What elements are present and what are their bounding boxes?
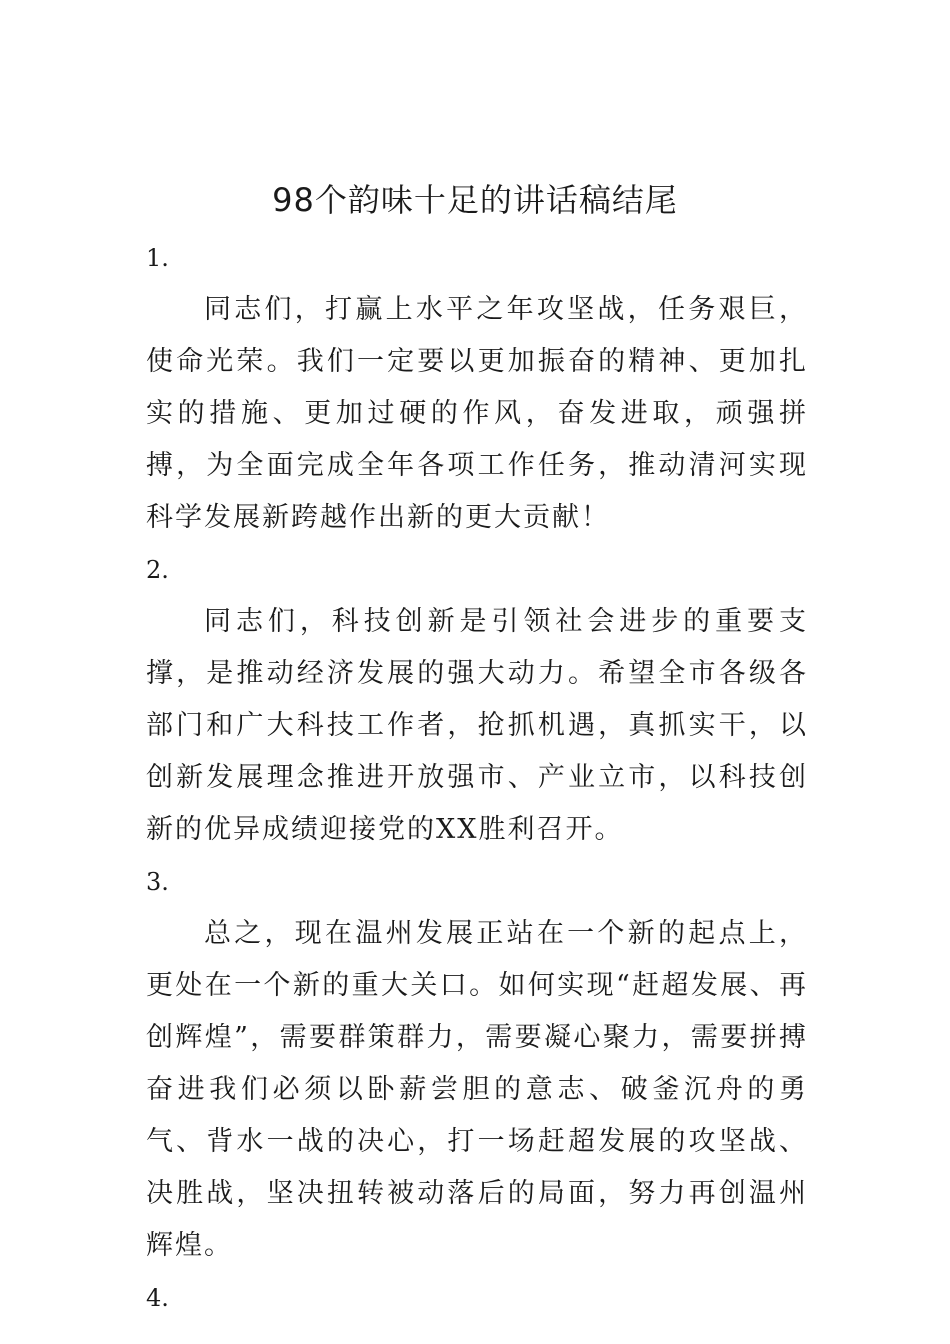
section-paragraph: 同志们，打赢上水平之年攻坚战，任务艰巨，使命光荣。我们一定要以更加振奋的精神、更加扎实的措施、更加过硬的作风，奋发进取，顽强拼搏，为全面完成全年各项工作任务，推动清河实现科学发展新跨越作出新的更大贡献！ [146, 294, 808, 533]
section-3 [146, 856, 808, 1272]
section-paragraph: 总之，现在温州发展正站在一个新的起点上，更处在一个新的重大关口。如何实现“赶超发展、再创辉煌”，需要群策群力，需要凝心聚力，需要拼搏奋进我们必须以卧薪尝胆的意志、破釜沉舟的勇气、背水一战的决心，打一场赶超发展的攻坚战、决胜战，坚决扭转被动落后的局面，努力再创温州辉煌。 [146, 918, 808, 1261]
section-4 [146, 1272, 808, 1324]
section-number: 3. [146, 868, 169, 896]
document-body [146, 232, 808, 1324]
section-number: 2. [146, 556, 169, 584]
section-2 [146, 544, 808, 856]
document-title: 98个韵味十足的讲话稿结尾 [272, 181, 678, 219]
section-number: 4. [146, 1284, 169, 1312]
section-paragraph: 同志们，科技创新是引领社会进步的重要支撑，是推动经济发展的强大动力。希望全市各级各部门和广大科技工作者，抢抓机遇，真抓实干，以创新发展理念推进开放强市、产业立市，以科技创新的优异成绩迎接党的XX胜利召开。 [146, 606, 808, 845]
section-1 [146, 232, 808, 544]
section-number: 1. [146, 244, 169, 272]
